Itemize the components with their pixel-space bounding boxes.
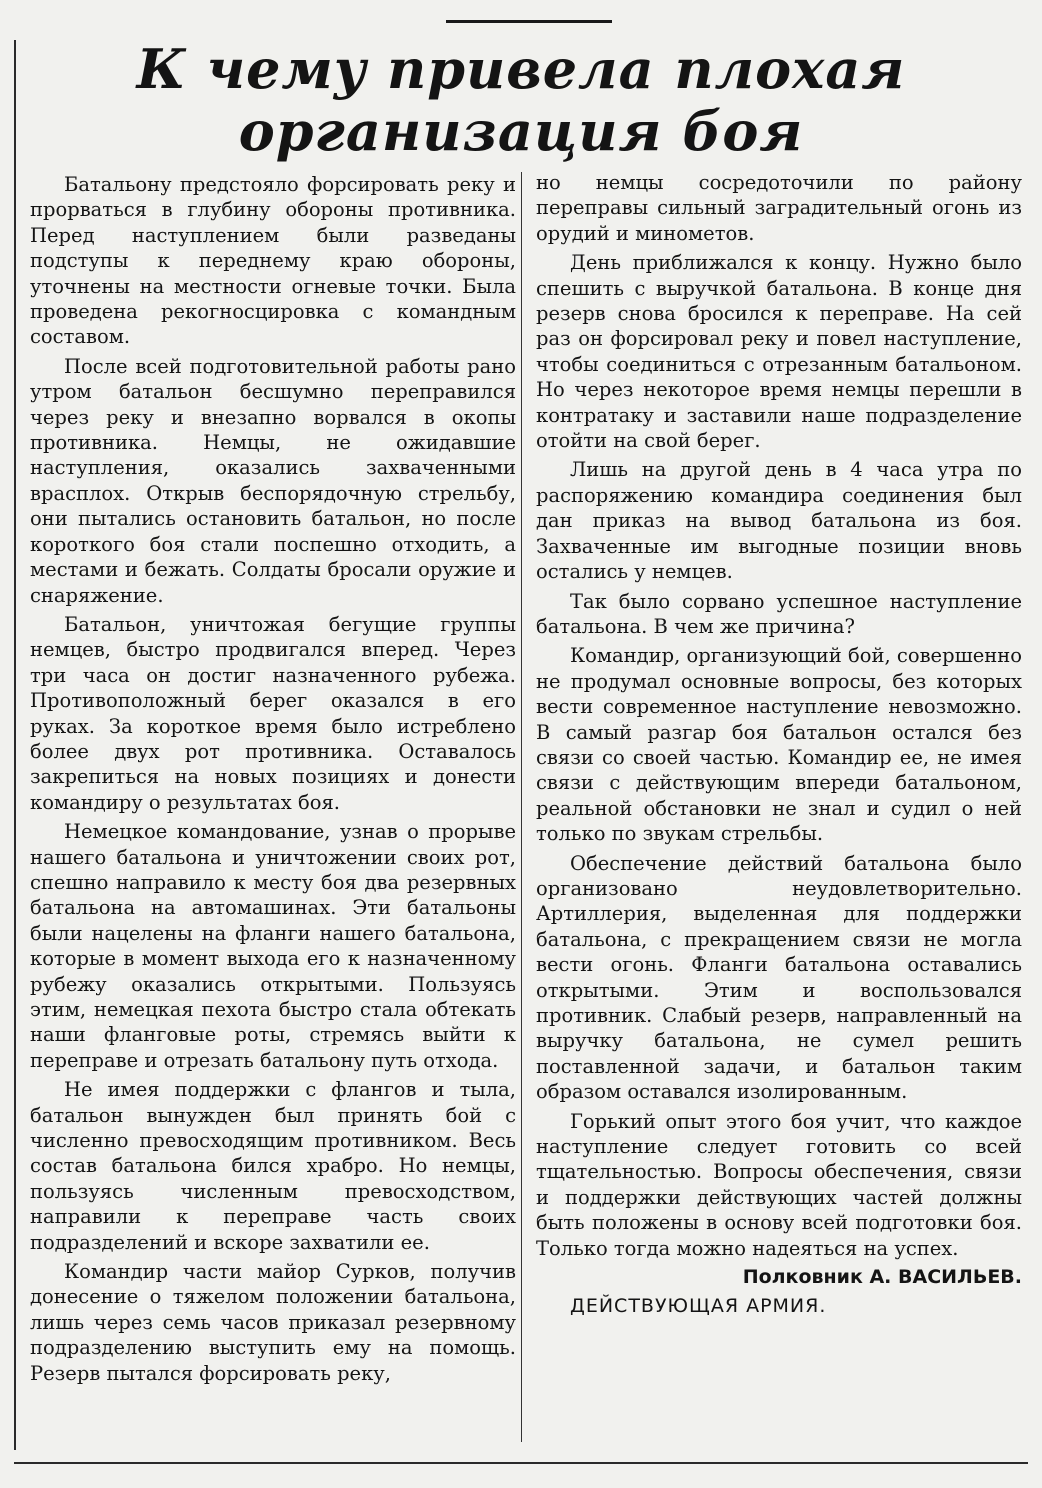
article-column-left xyxy=(30,172,516,1390)
paragraph: Горький опыт этого боя учит, что каждое наступление следует готовить со всей тщательностью. Вопросы обеспечения, связи и поддержки действующих частей должны быть положены в основу всей подготовки боя. Только тогда можно надеяться на успех. xyxy=(536,1109,1022,1260)
paragraph: После всей подготовительной работы рано утром батальон бесшумно переправился через реку и внезапно ворвался в окопы противника. Немцы, не ожидавшие наступления, оказались захваченными врасплох. Открыв беспорядочную стрельбу, они пытались остановить батальон, но после короткого боя стали поспешно отходить, а местами и бежать. Солдаты бросали оружие и снаряжение. xyxy=(30,354,516,607)
paragraph-continued: но немцы сосредоточили по району переправы сильный заградительный огонь из орудий и минометов. xyxy=(536,171,1022,245)
column-divider xyxy=(521,172,522,1442)
author-signature: Полковник А. ВАСИЛЬЕВ. xyxy=(742,1266,1022,1289)
bottom-divider-rule xyxy=(14,1462,1028,1464)
paragraph: Командир, организующий бой, совершенно не продумал основные вопросы, без которых вести современное наступление невозможно. В самый разгар боя батальон остался без связи со своей частью. Командир ее, не имея связи с действующим впереди батальоном, реальной обстановки не знал и судил о ней только по звукам стрельбы. xyxy=(536,644,1022,846)
paragraph: Так было сорвано успешное наступление батальона. В чем же причина? xyxy=(536,589,1022,638)
paragraph: Обеспечение действий батальона было организовано неудовлетворительно. Артиллерия, выделенная для поддержки батальона, с прекращением связи не могла вести огонь. Фланги батальона оставались открытыми. Этим и воспользовался противник. Слабый резерв, направленный на выручку батальона, не сумел решить поставленной задачи, и батальон таким образом оставался изолированным. xyxy=(536,851,1022,1104)
paragraph: Батальон, уничтожая бегущие группы немцев, быстро продвигался вперед. Через три часа он достиг назначенного рубежа. Противоположный берег оказался в его руках. За короткое время было истреблено более двух рот противника. Оставалось закрепиться на новых позициях и донести командиру о результатах боя. xyxy=(30,612,516,814)
paragraph: Лишь на другой день в 4 часа утра по распоряжению командира соединения был дан приказ на вывод батальона из боя. Захваченные им выгодные позиции вновь остались у немцев. xyxy=(536,458,1022,584)
paragraph: Батальону предстояло форсировать реку и прорваться в глубину обороны противника. Перед наступлением были разведаны подступы к переднему краю обороны, уточнены на местности огневые точки. Была проведена рекогносцировка с командным составом. xyxy=(30,173,516,349)
paragraph: Не имея поддержки с флангов и тыла, батальон вынужден был принять бой с численно превосходящим противником. Весь состав батальона бился храбро. Но немцы, пользуясь численным превосходством, направили к переправе часть своих подразделений и вскоре захватили ее. xyxy=(30,1078,516,1254)
article-headline xyxy=(40,38,1002,162)
headline-line-1: К чему привела плохая xyxy=(136,37,906,101)
article-column-right xyxy=(536,170,1022,1324)
paragraph: Немецкое командование, узнав о прорыве нашего батальона и уничтожении своих рот, спешно направило к месту боя два резервных батальона на автомашинах. Эти батальоны были нацелены на фланги нашего батальона, которые в момент выхода его к назначенному рубежу оказались открытыми. Пользуясь этим, немецкая пехота быстро стала обтекать наши фланговые роты, стремясь выйти к переправе и отрезать батальону путь отхода. xyxy=(30,820,516,1072)
headline-line-2: организация боя xyxy=(238,99,804,163)
top-divider-rule xyxy=(446,20,612,23)
paragraph: Командир части майор Сурков, получив донесение о тяжелом положении батальона, лишь через семь часов приказал резервному подразделению выступить ему на помощь. Резерв пытался форсировать реку, xyxy=(30,1260,516,1385)
dateline: ДЕЙСТВУЮЩАЯ АРМИЯ. xyxy=(570,1295,827,1318)
paragraph: День приближался к концу. Нужно было спешить с выручкой батальона. В конце дня резерв снова бросился к переправе. На сей раз он форсировал реку и повел наступление, чтобы соединиться с отрезанным батальоном. Но через некоторое время немцы перешли в контратаку и заставили наше подразделение отойти на свой берег. xyxy=(536,251,1022,453)
left-edge-rule xyxy=(14,40,16,1450)
